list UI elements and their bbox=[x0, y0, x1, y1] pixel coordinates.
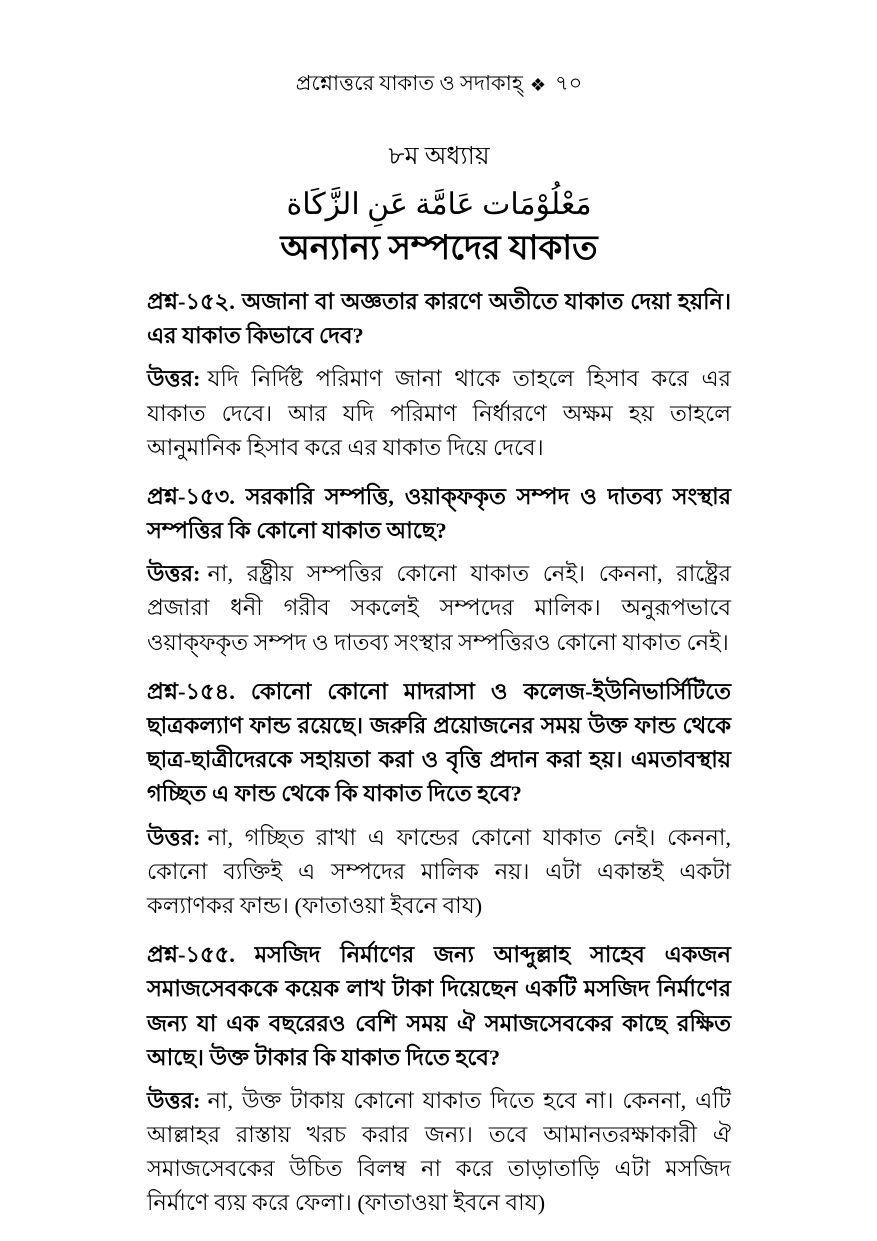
page-body bbox=[147, 141, 731, 1220]
answer-prefix: উত্তর: bbox=[147, 1087, 201, 1113]
answer-body: না, রষ্ট্রীয় সম্পত্তির কোনো যাকাত নেই। কেননা, রাষ্ট্রের প্রজারা ধনী গরীব সকলেই সম্পদের মালিক। অনুরূপভাবে ওয়াক্ফকৃত সম্পদ ও দাতব্য সংস্থার সম্পত্তিরও কোনো যাকাত নেই। bbox=[147, 561, 731, 655]
running-title: প্রশ্নোত্তরে যাকাত ও সদাকাহ্ bbox=[295, 71, 523, 95]
question-text: প্রশ্ন-১৫৪. কোনো কোনো মাদরাসা ও কলেজ-ইউনিভার্সিটিতে ছাত্রকল্যাণ ফান্ড রয়েছে। জরুরি প্রয়োজনের সময় উক্ত ফান্ড থেকে ছাত্র-ছাত্রীদেরকে সহায়তা করা ও বৃত্তি প্রদান করা হয়। এমতাবস্থায় গচ্ছিত এ ফান্ড থেকে কি যাকাত দিতে হবে? bbox=[147, 678, 731, 807]
answer-text bbox=[147, 1084, 731, 1221]
answer-body: না, গচ্ছিত রাখা এ ফান্ডের কোনো যাকাত নেই। কেননা, কোনো ব্যক্তিই এ সম্পদের মালিক নয়। এটা একান্তই একটা কল্যাণকর ফান্ড। (ফাতাওয়া ইবনে বায) bbox=[147, 824, 731, 918]
arabic-heading: مَعْلُوْمَات عَامَّة عَنِ الزَّكَاة bbox=[286, 187, 592, 221]
qa-item-152 bbox=[147, 285, 731, 465]
answer-prefix: উত্তর: bbox=[147, 366, 201, 392]
question-text: প্রশ্ন-১৫৩. সরকারি সম্পত্তি, ওয়াক্ফকৃত সম্পদ ও দাতব্য সংস্থার সম্পত্তির কি কোনো যাকাত আছে? bbox=[147, 483, 731, 544]
chapter-title: অন্যান্য সম্পদের যাকাত bbox=[280, 230, 598, 268]
question-text: প্রশ্ন-১৫৫. মসজিদ নির্মাণের জন্য আব্দুল্লাহ সাহেব একজন সমাজসেবককে কয়েক লাখ টাকা দিয়েছেন একটি মসজিদ নির্মাণের জন্য যা এক বছরেরও বেশি সময় ঐ সমাজসেবকের কাছে রক্ষিত আছে। উক্ত টাকার কি যাকাত দিতে হবে? bbox=[147, 942, 731, 1070]
answer-text bbox=[147, 557, 731, 660]
qa-item-153 bbox=[147, 480, 731, 660]
answer-prefix: উত্তর: bbox=[147, 824, 201, 850]
question-text: প্রশ্ন-১৫২. অজানা বা অজ্ঞতার কারণে অতীতে যাকাত দেয়া হয়নি। এর যাকাত কিভাবে দেব? bbox=[147, 288, 731, 349]
answer-text bbox=[147, 821, 731, 924]
answer-prefix: উত্তর: bbox=[147, 561, 201, 587]
qa-item-154 bbox=[147, 675, 731, 923]
page-number: ৭০ bbox=[555, 71, 583, 95]
answer-text bbox=[147, 362, 731, 465]
answer-body: যদি নির্দিষ্ট পরিমাণ জানা থাকে তাহলে হিসাব করে এর যাকাত দেবে। আর যদি পরিমাণ নির্ধারণে অক্ষম হয় তাহলে আনুমানিক হিসাব করে এর যাকাত দিয়ে দেবে। bbox=[147, 366, 731, 460]
qa-list bbox=[147, 285, 731, 1221]
chapter-label: ৮ম অধ্যায় bbox=[388, 143, 490, 171]
answer-body: না, উক্ত টাকায় কোনো যাকাত দিতে হবে না। কেননা, এটি আল্লাহর রাস্তায় খরচ করার জন্য। তবে আমানতরক্ষাকারী ঐ সমাজসেবকের উচিত বিলম্ব না করে তাড়াতাড়ি এটা মসজিদ নির্মাণে ব্যয় করে ফেলা। (ফাতাওয়া ইবনে বায) bbox=[147, 1087, 731, 1216]
page-header bbox=[147, 70, 731, 97]
diamond-ornament-icon: ❖ bbox=[529, 75, 546, 95]
qa-item-155 bbox=[147, 938, 731, 1221]
